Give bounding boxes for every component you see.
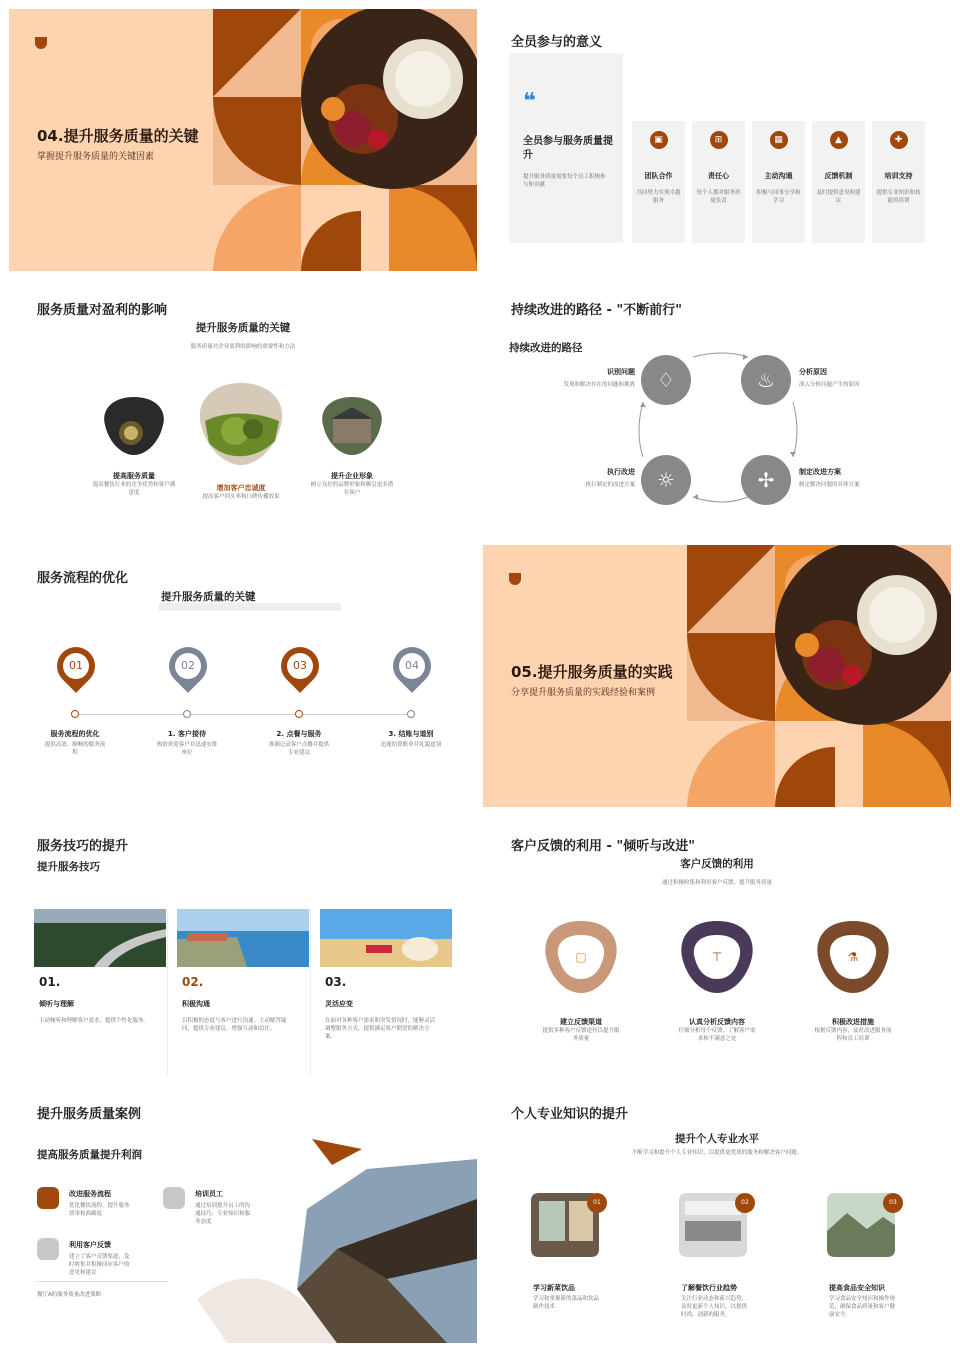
keyboard-icon bbox=[37, 1238, 59, 1260]
slide-subtitle: 提升个人专业水平 bbox=[675, 1133, 759, 1145]
org-icon: ⊞ bbox=[710, 131, 728, 149]
water-drop-icon: ♢ bbox=[641, 355, 691, 405]
card-label: 反馈机制 bbox=[824, 172, 853, 180]
slide-title: 服务技巧的提升 bbox=[37, 839, 129, 854]
pin-03 bbox=[273, 639, 327, 693]
case-item-desc: 优化餐饮流程，提升服务效率和准确度 bbox=[69, 1203, 130, 1217]
photo-beach bbox=[320, 909, 452, 967]
card-label: 团队合作 bbox=[644, 172, 673, 180]
step-desc: 制定解决问题的具体方案 bbox=[799, 482, 860, 488]
item-desc: 提供多种客户反馈途径以提升服务质量 bbox=[542, 1028, 620, 1042]
column-label: 积极沟通 bbox=[182, 1000, 210, 1008]
item-desc: 树立良好的品牌形象和吸引更多潜在客户 bbox=[310, 482, 394, 496]
card-feedback bbox=[812, 121, 865, 243]
pin-number: 03 bbox=[287, 653, 313, 679]
svg-text:⊤: ⊤ bbox=[711, 950, 723, 964]
cover-subtitle: 掌握提升服务质量的关键因素 bbox=[37, 152, 155, 162]
slide-subtitle: 提升服务技巧 bbox=[37, 861, 100, 873]
timeline-dot bbox=[183, 710, 191, 718]
slide-profit-impact[interactable] bbox=[9, 277, 477, 539]
slide-subtitle: 提升服务质量的关键 bbox=[195, 322, 291, 334]
flask-icon-badge bbox=[813, 919, 893, 995]
main-card-desc: 提升服务质量需要每个员工积极参与和贡献 bbox=[523, 174, 606, 188]
photo-rooftop bbox=[187, 1139, 477, 1343]
slide-desc: 服务质量对企业盈利的影响的重要性和方法 bbox=[190, 344, 296, 350]
slide-process-optimization[interactable] bbox=[9, 545, 477, 807]
knowledge-label: 了解餐饮行业趋势 bbox=[681, 1284, 737, 1292]
geometric-pattern bbox=[213, 9, 477, 271]
slide-title: 服务流程的优化 bbox=[37, 571, 129, 586]
timeline-dot bbox=[295, 710, 303, 718]
item-desc: 根据反馈内容，及时改进服务流程和员工培训 bbox=[814, 1028, 892, 1042]
svg-text:▢: ▢ bbox=[575, 950, 587, 964]
skill-column-03 bbox=[320, 909, 454, 1075]
subtitle-bar bbox=[159, 603, 341, 611]
org-chart-icon-badge bbox=[677, 919, 757, 995]
pin-02 bbox=[161, 639, 215, 693]
step-desc: 发现和解决存在的问题和挑战 bbox=[563, 382, 635, 388]
flask-icon: ▲ bbox=[830, 131, 848, 149]
card-desc: 每个人都对服务质量负责 bbox=[696, 190, 741, 204]
main-card bbox=[509, 53, 623, 243]
card-training bbox=[872, 121, 925, 243]
step-desc: 深入分析问题产生的原因 bbox=[799, 382, 860, 388]
step-label: 分析原因 bbox=[799, 368, 827, 376]
image-icon: ▦ bbox=[770, 131, 788, 149]
card-desc: 及时提供意见和建议 bbox=[816, 190, 861, 204]
knowledge-desc: 关注行业动态和新兴趋势，及时更新个人知识，以提供时尚、创新的服务。 bbox=[681, 1296, 748, 1318]
photo-village bbox=[319, 395, 385, 457]
pin-label: 2. 点餐与服务 bbox=[276, 730, 322, 738]
slide-desc: 不断学习和提升个人专业知识，以提供更优质的服务和解决客户问题。 bbox=[631, 1150, 803, 1156]
case-item-label: 利用客户反馈 bbox=[69, 1241, 111, 1249]
case-item-desc: 建立了客户反馈渠道，及时收集并积极回应客户的意见和建议 bbox=[69, 1254, 130, 1276]
timeline-dot bbox=[407, 710, 415, 718]
card-desc: 共同努力实现卓越服务 bbox=[636, 190, 681, 204]
slide-title: 全员参与的意义 bbox=[511, 35, 603, 50]
skill-column-01 bbox=[34, 909, 168, 1075]
card-desc: 提供专业知识和技能的培训 bbox=[876, 190, 921, 204]
item-desc: 提高客户回头率和口碑传播效果 bbox=[202, 494, 280, 500]
slide-subtitle: 提高服务质量提升利润 bbox=[37, 1149, 142, 1161]
timeline-line bbox=[75, 714, 415, 715]
timeline-dot bbox=[71, 710, 79, 718]
slide-case-study[interactable] bbox=[9, 1081, 477, 1343]
pin-desc: 迅速结算账单并礼貌道别 bbox=[380, 742, 442, 748]
item-label: 建立反馈渠道 bbox=[560, 1018, 602, 1026]
column-number: 03. bbox=[325, 975, 347, 989]
photo-tea bbox=[101, 395, 167, 457]
slide-subtitle: 客户反馈的利用 bbox=[680, 858, 754, 870]
divider bbox=[37, 1281, 167, 1282]
column-desc: 主动倾听和理解客户需求，提供个性化服务。 bbox=[39, 1018, 150, 1024]
quote-icon: ❝ bbox=[523, 89, 536, 114]
column-number: 01. bbox=[39, 975, 61, 989]
process-icon bbox=[37, 1187, 59, 1209]
slide-title: 个人专业知识的提升 bbox=[511, 1107, 629, 1122]
pin-number: 02 bbox=[175, 653, 201, 679]
windmill-icon: ✢ bbox=[741, 455, 791, 505]
case-footer: 餐厅A的服务质量改进策略 bbox=[37, 1292, 102, 1298]
svg-text:⚗: ⚗ bbox=[847, 950, 859, 964]
item-label: 提升企业形象 bbox=[331, 472, 373, 480]
knowledge-label: 提高食品安全知识 bbox=[829, 1284, 885, 1292]
skill-column-02 bbox=[177, 909, 311, 1075]
slide-title: 客户反馈的利用 - "倾听与改进" bbox=[511, 839, 695, 854]
step-label: 制定改进方案 bbox=[799, 468, 841, 476]
slide-continuous-improvement[interactable] bbox=[483, 277, 951, 539]
card-communication bbox=[752, 121, 805, 243]
gear-icon bbox=[163, 1187, 185, 1209]
slide-full-participation[interactable] bbox=[483, 9, 951, 271]
case-item-label: 培训员工 bbox=[195, 1190, 223, 1198]
card-desc: 积极与同事分享和学习 bbox=[756, 190, 801, 204]
photo-city bbox=[195, 381, 287, 467]
pin-desc: 热情欢迎客户并迅速安排座位 bbox=[156, 742, 218, 756]
pin-number: 04 bbox=[399, 653, 425, 679]
column-number: 02. bbox=[182, 975, 204, 989]
card-teamwork bbox=[632, 121, 685, 243]
slide-cover-05[interactable] bbox=[483, 545, 951, 807]
pin-label: 服务流程的优化 bbox=[50, 730, 100, 738]
document-icon-badge bbox=[541, 919, 621, 995]
step-desc: 执行制定的改进方案 bbox=[585, 482, 635, 488]
knowledge-desc: 学习和掌握新的菜品和饮品制作技术 bbox=[533, 1296, 600, 1310]
fire-icon: ♨ bbox=[741, 355, 791, 405]
team-icon: ▣ bbox=[650, 131, 668, 149]
pin-01 bbox=[49, 639, 103, 693]
item-label-highlight: 增加客户忠诚度 bbox=[216, 484, 266, 492]
badge-02: 02 bbox=[735, 1193, 755, 1213]
cover-title: 04.提升服务质量的关键 bbox=[37, 127, 199, 145]
geometric-pattern bbox=[687, 545, 951, 807]
knowledge-desc: 学习食品安全知识和操作规范，确保食品质量和客户健康安全。 bbox=[829, 1296, 896, 1318]
item-label: 积极改进措施 bbox=[832, 1018, 874, 1026]
item-label: 提高服务质量 bbox=[113, 472, 155, 480]
badge-03: 03 bbox=[883, 1193, 903, 1213]
pin-desc: 准确记录客户点餐并提供专业建议 bbox=[268, 742, 330, 756]
knowledge-label: 学习新菜饮品 bbox=[533, 1284, 575, 1292]
logo-mark bbox=[35, 37, 47, 49]
item-desc: 提高餐饮行业的竞争优势和客户满意度 bbox=[92, 482, 176, 496]
case-item-label: 改进服务流程 bbox=[69, 1190, 111, 1198]
photo-road bbox=[34, 909, 166, 967]
column-label: 倾听与理解 bbox=[39, 1000, 74, 1008]
item-desc: 仔细分析每个反馈，了解客户需求和不满意之处 bbox=[678, 1028, 756, 1042]
cover-title: 05.提升服务质量的实践 bbox=[511, 663, 673, 681]
slide-service-skills[interactable] bbox=[9, 813, 477, 1075]
slide-customer-feedback[interactable] bbox=[483, 813, 951, 1075]
case-item-desc: 通过培训提升员工的沟通技巧、专业知识和服务态度 bbox=[195, 1203, 251, 1225]
slide-subtitle: 提升服务质量的关键 bbox=[161, 591, 256, 603]
slide-title: 服务质量对盈利的影响 bbox=[37, 303, 168, 318]
card-label: 主动沟通 bbox=[764, 172, 793, 180]
cover-subtitle: 分享提升服务质量的实践经验和案例 bbox=[511, 688, 656, 698]
main-card-title: 全员参与服务质量提升 bbox=[523, 136, 613, 161]
badge-01: 01 bbox=[587, 1193, 607, 1213]
photo-coast bbox=[177, 909, 309, 967]
card-label: 培训支持 bbox=[884, 172, 913, 180]
slide-subtitle: 持续改进的路径 bbox=[509, 342, 583, 354]
item-label: 认真分析反馈内容 bbox=[689, 1018, 745, 1026]
pin-04 bbox=[385, 639, 439, 693]
slide-title: 持续改进的路径 - "不断前行" bbox=[511, 303, 682, 318]
pin-number: 01 bbox=[63, 653, 89, 679]
logo-mark bbox=[509, 573, 521, 585]
column-desc: 在面对各种客户需求和突发情况时，能够灵活调整服务方式，提供满足客户期望的解决方案。 bbox=[325, 1018, 436, 1040]
pin-label: 3. 结账与道别 bbox=[388, 730, 434, 738]
step-label: 执行改进 bbox=[607, 468, 635, 476]
slide-professional-knowledge[interactable] bbox=[483, 1081, 951, 1343]
column-label: 灵活应变 bbox=[325, 1000, 353, 1008]
slide-cover-04[interactable] bbox=[9, 9, 477, 271]
sun-icon: ☼ bbox=[641, 455, 691, 505]
pin-desc: 提供高效、顺畅的服务流程 bbox=[44, 742, 106, 756]
slide-desc: 通过积极收集和利用客户反馈，提升服务质量 bbox=[661, 880, 772, 886]
step-label: 识别问题 bbox=[607, 368, 635, 376]
card-label: 责任心 bbox=[708, 172, 729, 180]
pin-label: 1. 客户接待 bbox=[168, 730, 206, 738]
card-responsibility bbox=[692, 121, 745, 243]
plus-icon: ✚ bbox=[890, 131, 908, 149]
slide-title: 提升服务质量案例 bbox=[37, 1107, 142, 1122]
column-desc: 以积极的态度与客户进行沟通，主动解答疑问，提供专业建议，增强互动和信任。 bbox=[182, 1018, 287, 1032]
